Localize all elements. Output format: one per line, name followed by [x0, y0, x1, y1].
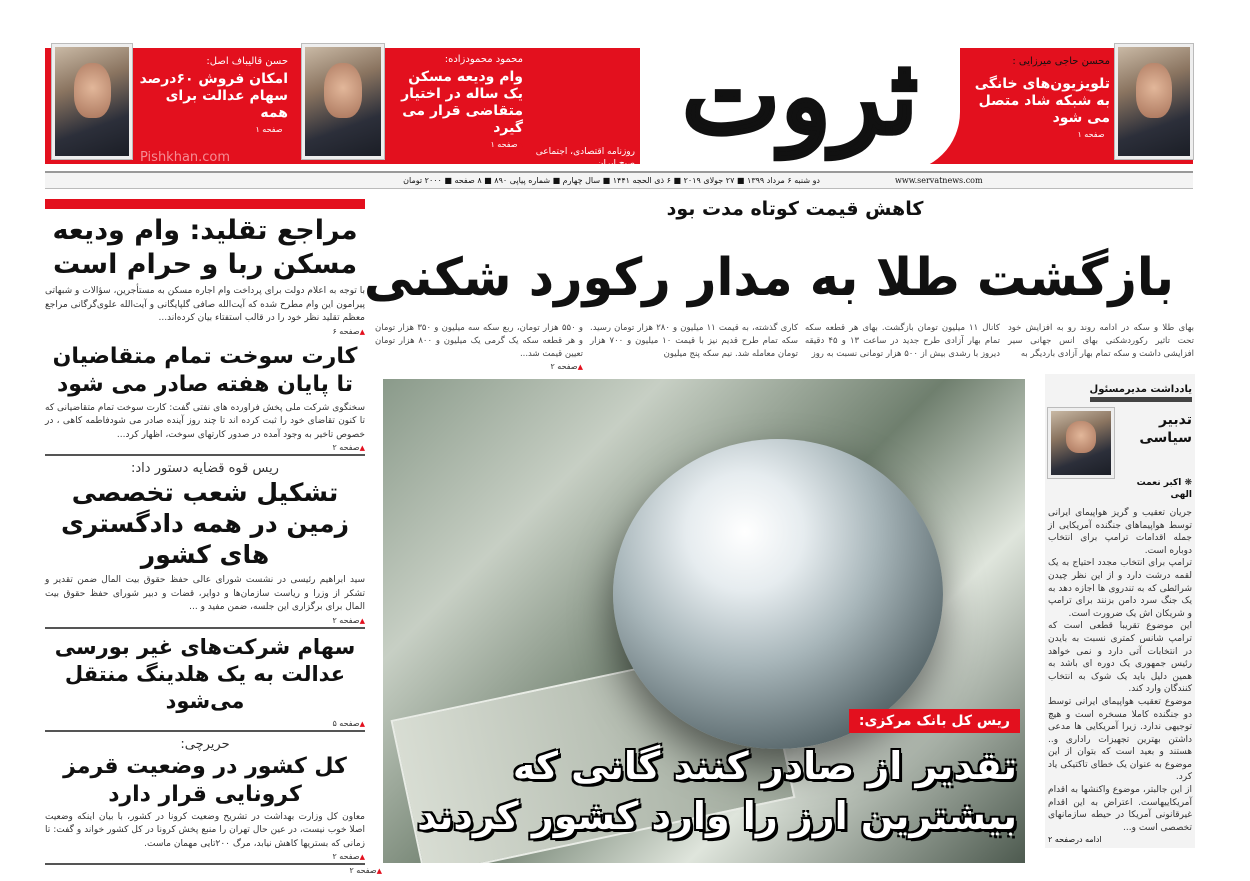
story-kicker: حریرچی:	[180, 736, 230, 752]
date-bar	[45, 171, 1193, 189]
story-courts[interactable]	[45, 461, 365, 629]
story-body: معاون کل وزارت بهداشت در تشریح وضعیت کرونا در کشور، با بیان اینکه وضعیت اصلا خوب نیست، در عین حال تهران را منبع پخش کرونا در کل کشور خواند و گفت: تا زمانی که بستریها کاهش نیابد، مرگ ۲۰۰تایی مهمان ماست.	[45, 811, 365, 849]
newspaper-logo	[640, 34, 960, 172]
story-headline: مراجع تقلید: وام ودیعه مسکن ربا و حرام است	[52, 215, 358, 280]
page-ref: ▲ صفحه ۶	[45, 326, 365, 338]
story-headline: کل کشور در وضعیت قرمز کرونایی قرار دارد	[63, 753, 347, 807]
story-edalat-shares[interactable]	[45, 634, 365, 732]
editorial-paragraph: موضوع تعقیب هواپیمای ایرانی توسط دو جنگنده کاملا مسخره است و هیچ توجیهی ندارد. زیرا آمریکایی ها مدعی داشتن بهترین تجهیزات راداری و.. هستند و بعید است که بتوان از این موضوع به عنوان یک خطای تاکتیکی یاد کرد.	[1048, 696, 1192, 783]
photo-kicker-label: ریس کل بانک مرکزی:	[849, 709, 1020, 733]
author-name: اکبر نعمت الهی	[1136, 478, 1192, 500]
story-body: با توجه به اعلام دولت برای پرداخت وام اجاره مسکن به مستأجرین، سؤالات و شبهاتی پیرامون این وام مطرح شده که آیت‌الله صافی گلپایگانی و آیت‌الله علوی‌گرگانی مراجع معظم تقلید نظر خود را در قالب استفتاء بیان کرده‌اند...	[45, 286, 365, 323]
main-text-col-4	[375, 322, 583, 373]
main-text-col-2: کانال ۱۱ میلیون تومان بازگشت. بهای هر قطعه سکه تمام بهار آزادی طرح جدید در ساعت ۱۳ و ۴۵ دقیقه دیروز با رشدی بیش از ۵۰۰ هزار تومانی نسبت به روز	[805, 323, 1001, 359]
story-maraje[interactable]	[45, 214, 365, 338]
main-kicker: کاهش قیمت کوتاه مدت بود	[666, 198, 924, 220]
photo-headline: تقدیر از صادر کنند گانی که بیشترین ارز را وارد کشور کردند	[417, 744, 1017, 838]
logo-text: ثروت	[681, 34, 919, 158]
editorial-title: تدبیر سیاسی	[1139, 412, 1192, 446]
main-headline: بازگشت طلا به مدار رکورد شکنی	[364, 248, 1175, 308]
teaser-mirzaei[interactable]	[968, 56, 1110, 140]
left-column	[45, 199, 365, 877]
editorial-paragraph: ترامپ برای انتخاب مجدد احتیاج به یک لقمه درشت دارد و از این نظر چیدن شرائطی که به تندروی ها اجازه دهد به یک جنگ سرد دامن بزنند برای ترامپ و شریکان اش یک ضرورت است.	[1048, 558, 1192, 619]
teaser-source: محمود محمودزاده:	[444, 54, 523, 65]
story-kicker: ریس قوه قضایه دستور داد:	[131, 461, 279, 476]
page-ref: ▲ صفحه ۲	[330, 865, 382, 877]
editorial-column[interactable]	[1045, 374, 1195, 848]
glass-globe-image	[613, 439, 943, 749]
watermark: Pishkhan.com	[140, 150, 231, 165]
editorial-paragraph: این موضوع تقریبا قطعی است که ترامپ شانس کمتری نسبت به بایدن در انتخابات آتی دارد و نمی خواهد رئیس جمهوری یک دوره ای باشد به همین دلیل باید یک شوک به انتخاب کنندگان وارد کند.	[1048, 621, 1192, 695]
lead-photo[interactable]	[383, 379, 1025, 863]
teaser-page: ▲ صفحه ۱	[136, 125, 288, 135]
qalibaf-photo	[52, 44, 132, 159]
main-headline-box[interactable]	[364, 238, 1195, 318]
continued-link[interactable]: ادامه درصفحه ۲	[1048, 835, 1102, 845]
page-ref: ▲ صفحه ۲	[45, 442, 365, 456]
teaser-headline: تلویزیون‌های خانگی به شبکه شاد متصل می شود	[974, 76, 1110, 126]
page-ref: ▲ صفحه ۲	[45, 851, 365, 865]
red-rule	[45, 199, 365, 209]
teaser-mahmoudzadeh[interactable]	[388, 54, 523, 150]
page-ref: ▲ صفحه ۲	[45, 615, 365, 629]
teaser-page: ▲ صفحه ۱	[968, 130, 1110, 140]
main-text-col-4-body: و ۵۵۰ هزار تومان، ربع سکه سه میلیون و ۳۵۰ هزار تومان و هر قطعه سکه یک گرمی یک میلیون و ۸۰۰ هزار تومان تعیین قیمت شد...	[375, 323, 584, 359]
mirzaei-photo	[1115, 44, 1193, 159]
teaser-qalibaf[interactable]	[136, 56, 288, 135]
story-headline: تشکیل شعب تخصصی زمین در همه دادگستری های کشور	[60, 478, 350, 569]
story-corona[interactable]	[45, 737, 365, 866]
teaser-headline: امکان فروش ۶۰درصد سهام عدالت برای همه	[139, 71, 288, 121]
editorial-author: ❋ اکبر نعمت الهی	[1136, 478, 1192, 500]
editorial-paragraph: جریان تعقیب و گریز هواپیمای ایرانی توسط هواپیماهای جنگنده آمریکایی از جمله اقدامات ترامپ برای انتخاب دوباره است.	[1048, 508, 1192, 556]
story-body: سید ابراهیم رئیسی در نشست شورای عالی حفظ حقوق بیت المال ضمن تقدیر و تشکر از وزرا و ریاست سازمان‌ها و دوایر، قضات و دبیر شورای حفظ حقوق بیت المال برای برگزاری این جلسه، ضمن مفید و ...	[45, 575, 365, 612]
mahmoudzadeh-photo	[302, 44, 384, 159]
page-ref: ▲ صفحه ۵	[45, 718, 365, 732]
story-headline: سهام شرکت‌های غیر بورسی عدالت به یک هلدینگ منتقل می‌شود	[54, 634, 356, 713]
author-photo	[1048, 408, 1114, 478]
page-ref: ▲ صفحه ۲	[375, 361, 583, 373]
main-text-col-1: بهای طلا و سکه در ادامه روند رو به افزایش خود تحت تاثیر رکوردشکنی بهای انس جهانی سیر افزایشی داشت و سکه تمام بهار آزادی باردیگر به	[1008, 323, 1194, 359]
teaser-headline: وام ودیعه مسکن یک ساله در اختیار متقاضی قرار می گیرد	[401, 69, 523, 136]
website-link[interactable]: www.servatnews.com	[895, 176, 983, 185]
story-fuel-card[interactable]	[45, 343, 365, 457]
teaser-page: ▲ صفحه ۱	[388, 140, 523, 150]
editorial-paragraph: از این جالبتر، موضوع واکنشها به اقدام آمریکاییهاست. اعتراض به این اقدام غیرقانونی آمریکا در حیطه سازمانهای تخصصی است و...	[1048, 785, 1192, 833]
main-text-col-3: کاری گذشته، به قیمت ۱۱ میلیون و ۲۸۰ هزار تومان رسید. سکه تمام طرح قدیم نیز با قیمت ۱۰ میلیون و ۷۰۰ هزار تومان معامله شد. نیم سکه پنج میلیون	[590, 323, 799, 359]
story-body: سخنگوی شرکت ملی پخش فراورده های نفتی گفت: کارت سوخت تمام متقاضیانی که تا کنون تقاضای خود را ثبت کرده اند تا چند روز آینده صادر می شودفاطمه کاهی ، در خصوص تاخیر به وجود آمده در صدور کارتهای سوخت، اظهار کرد...	[45, 402, 365, 440]
teaser-source: محسن حاجی میرزایی :	[1012, 56, 1110, 67]
tagline: روزنامه اقتصادی، اجتماعی صبح ایران	[535, 147, 635, 169]
teaser-source: حسن قالیباف اصل:	[206, 56, 288, 67]
editorial-section-label: یادداشت مدیرمسئول	[1090, 383, 1192, 402]
date-line: دو شنبه ۶ مرداد ۱۳۹۹ ■ ۲۷ جولای ۲۰۱۹ ■ ۶ ذی الحجه ۱۴۴۱ ■ سال چهارم ■ شماره پیاپی ۸۹۰ ■ ۸ صفحه ■ ۲۰۰۰ تومان	[403, 176, 820, 185]
story-headline: کارت سوخت تمام متقاضیان تا پایان هفته صادر می شود	[52, 343, 358, 397]
